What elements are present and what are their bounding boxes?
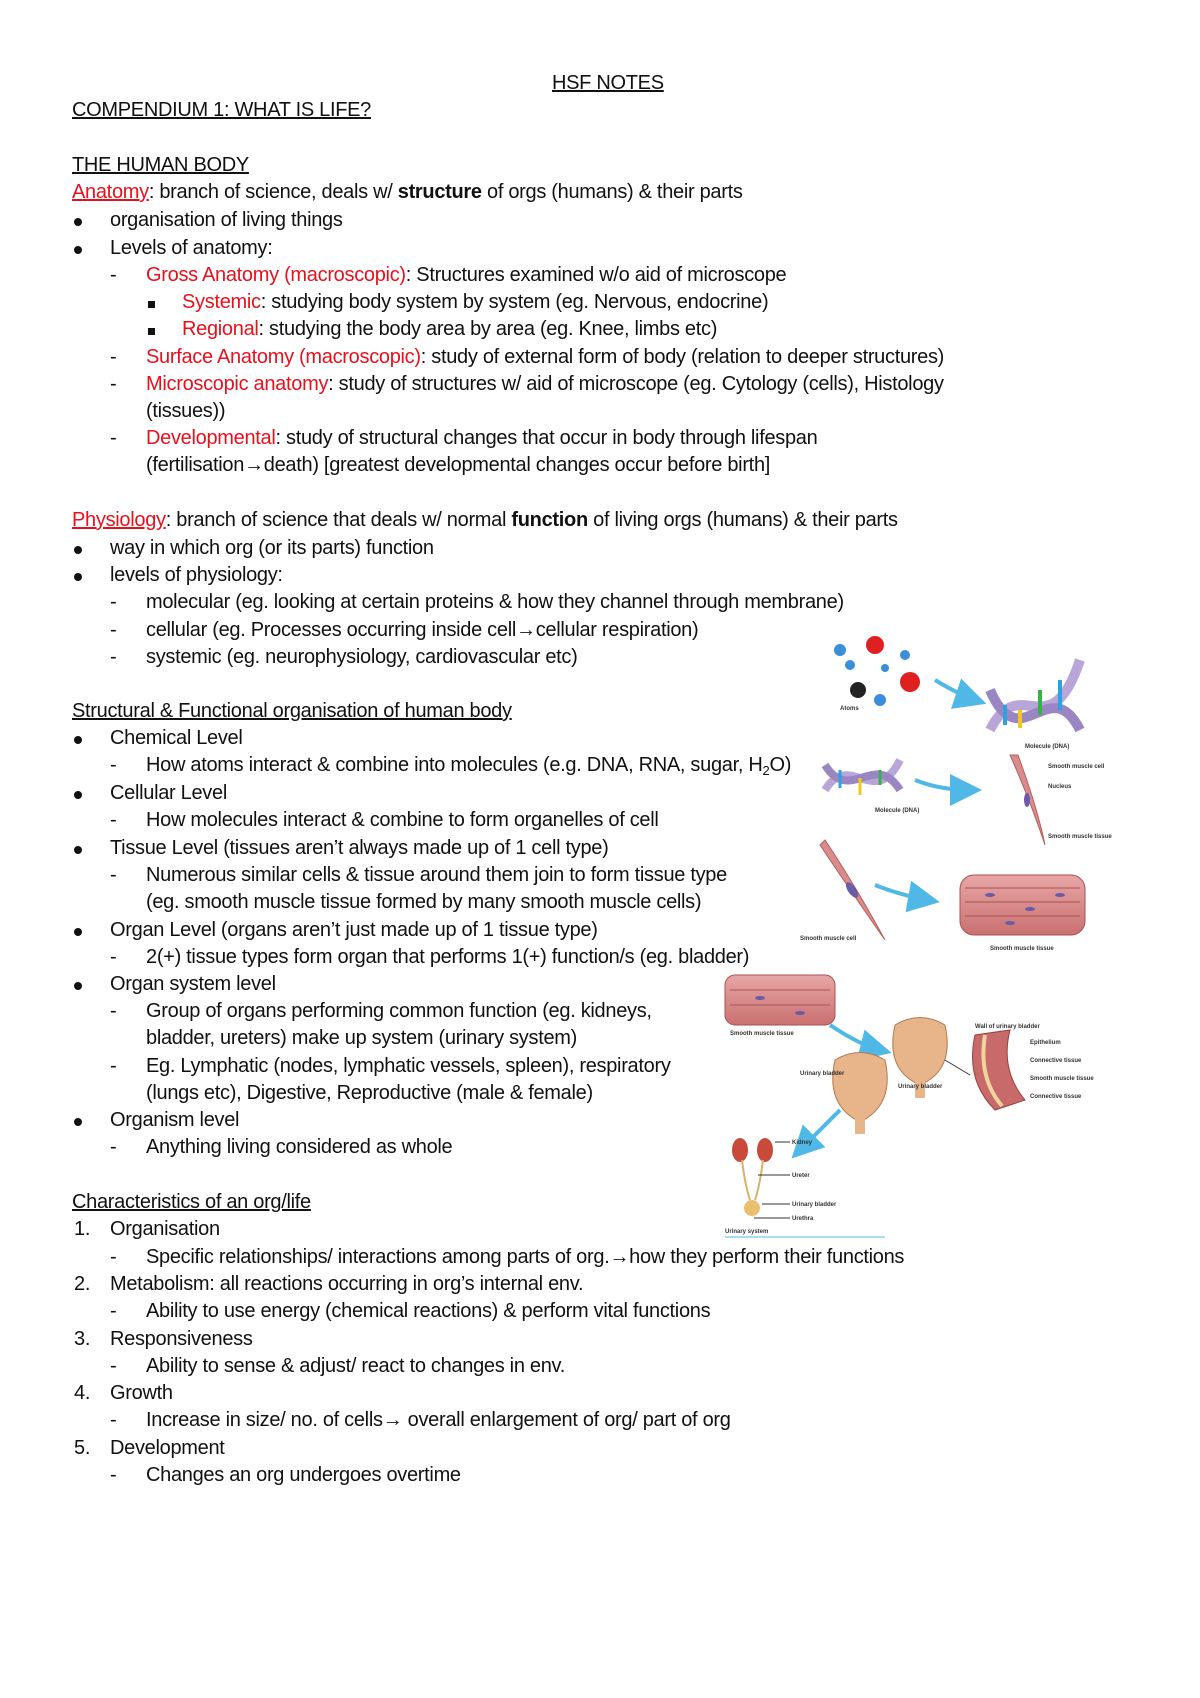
char-num: 4. <box>74 1382 91 1404</box>
char-item-2-desc: Ability to use energy (chemical reactions) & perform vital functions <box>146 1300 711 1322</box>
ureter-label: Ureter <box>792 1173 810 1179</box>
chemical-level-desc <box>146 752 791 784</box>
char-item-2: Metabolism: all reactions occurring in org’s internal env. <box>110 1273 584 1295</box>
epithelium-label: Epithelium <box>1030 1040 1061 1046</box>
char-item-4-desc <box>146 1407 731 1433</box>
physiology-def-b: of living orgs (humans) & their parts <box>587 509 898 531</box>
bullet-dot-icon <box>74 835 82 861</box>
molecule-dna-label: Molecule (DNA) <box>1025 744 1070 750</box>
tissue-level-desc: Numerous similar cells & tissue around them join to form tissue type <box>146 864 727 886</box>
bullet-dot-icon <box>74 562 82 588</box>
char-d4-a: Increase in size/ no. of cells <box>146 1409 383 1431</box>
bullet-dot-icon <box>74 207 82 233</box>
bullet-dot-icon <box>74 535 82 561</box>
anatomy-bullet-1: organisation of living things <box>110 209 343 231</box>
char-d1-a: Specific relationships/ interactions among parts of org. <box>146 1246 610 1268</box>
surface-term: Surface Anatomy (macroscopic) <box>146 346 421 368</box>
gross-term: Gross Anatomy (macroscopic) <box>146 264 406 286</box>
tissue-label-3: Smooth muscle tissue <box>730 1031 794 1037</box>
pointer-line <box>945 1060 970 1075</box>
bullet-dot-icon <box>74 235 82 261</box>
microscopic-anatomy <box>146 371 944 397</box>
anatomy-def-a: : branch of science, deals w/ <box>148 181 398 203</box>
char-item-3: Responsiveness <box>110 1328 253 1350</box>
micro-term: Microscopic anatomy <box>146 373 329 395</box>
bullet-dot-icon <box>74 971 82 997</box>
cellular-level: Cellular Level <box>110 782 227 804</box>
organ-system-desc-2-cont: (lungs etc), Digestive, Reproductive (male & female) <box>146 1082 593 1104</box>
anatomy-def-b: of orgs (humans) & their parts <box>481 181 743 203</box>
surface-def: : study of external form of body (relation to deeper structures) <box>420 346 945 368</box>
dash: - <box>110 1409 117 1431</box>
systemic-def: : studying body system by system (eg. Nervous, endocrine) <box>260 291 769 313</box>
dash: - <box>110 427 117 449</box>
char-num: 1. <box>74 1218 91 1240</box>
dash: - <box>110 946 117 968</box>
chem-b: O) <box>769 754 792 776</box>
wall-label: Wall of urinary bladder <box>975 1024 1040 1030</box>
char-num: 5. <box>74 1437 91 1459</box>
urethra-label: Urethra <box>792 1216 814 1222</box>
char-d4-b: overall enlargement of org/ part of org <box>402 1409 731 1431</box>
atoms-label: Atoms <box>840 706 859 712</box>
dash: - <box>110 809 117 831</box>
bullet-dot-icon <box>74 780 82 806</box>
anatomy-def-bold: structure <box>397 181 482 203</box>
bullet-dot-icon <box>74 725 82 751</box>
bladder-label-2: Urinary bladder <box>800 1071 845 1077</box>
arrow-icon: → <box>244 454 264 476</box>
page-title: HSF NOTES <box>552 72 664 94</box>
human-body-heading: THE HUMAN BODY <box>72 154 249 176</box>
organ-system-desc-1-cont: bladder, ureters) make up system (urinary system) <box>146 1027 578 1049</box>
char-item-3-desc: Ability to sense & adjust/ react to changes in env. <box>146 1355 566 1377</box>
bladder-label-1: Urinary bladder <box>898 1084 943 1090</box>
organ-system-desc-1: Group of organs performing common function (eg. kidneys, <box>146 1000 652 1022</box>
organisation-levels-figure <box>725 630 1200 1250</box>
kidney-label: Kidney <box>792 1140 813 1146</box>
physiology-def-a: : branch of science that deals w/ normal <box>165 509 512 531</box>
arrow-icon <box>875 885 928 900</box>
developmental <box>146 425 817 451</box>
physiology-term: Physiology <box>72 509 166 531</box>
dash: - <box>110 264 117 286</box>
gross-anatomy <box>146 262 786 288</box>
muscle-tissue-illustration-2 <box>725 975 835 1037</box>
organ-level-desc: 2(+) tissue types form organ that performs 1(+) function/s (eg. bladder) <box>146 946 750 968</box>
dash: - <box>110 646 117 668</box>
tissue-level: Tissue Level (tissues aren’t always made up of 1 cell type) <box>110 837 609 859</box>
surface-anatomy <box>146 344 944 370</box>
cell-label-1: Smooth muscle cell <box>1048 764 1105 770</box>
bullet-dot-icon <box>74 1107 82 1133</box>
physiology-definition <box>72 507 898 533</box>
microscopic-anatomy-cont: (tissues)) <box>146 400 226 422</box>
dash: - <box>110 373 117 395</box>
systemic <box>182 289 768 315</box>
regional-def: : studying the body area by area (eg. Knee, limbs etc) <box>258 318 718 340</box>
organism-level-desc: Anything living considered as whole <box>146 1136 453 1158</box>
nucleus-label: Nucleus <box>1048 784 1072 790</box>
dna-illustration <box>990 660 1080 750</box>
anatomy-bullet-2: Levels of anatomy: <box>110 237 273 259</box>
chem-sub: 2 <box>762 763 770 778</box>
characteristics-heading: Characteristics of an org/life <box>72 1191 311 1213</box>
arrow-icon <box>935 680 975 700</box>
gross-def: : Structures examined w/o aid of microscope <box>405 264 787 286</box>
char-item-1: Organisation <box>110 1218 220 1240</box>
bullet-square-icon <box>148 289 155 315</box>
dash: - <box>110 754 117 776</box>
regional <box>182 316 717 342</box>
physiology-systemic: systemic (eg. neurophysiology, cardiovascular etc) <box>146 646 578 668</box>
muscle-cell-illustration <box>800 840 885 942</box>
connective-label: Connective tissue <box>1030 1058 1082 1064</box>
cell-label-2: Smooth muscle cell <box>800 936 857 942</box>
char-item-5: Development <box>110 1437 225 1459</box>
developmental-cont <box>146 452 770 478</box>
dev-def2-b: death) [greatest developmental changes occur before birth] <box>263 454 771 476</box>
dash: - <box>110 1000 117 1022</box>
physiology-bullet-2: levels of physiology: <box>110 564 283 586</box>
dash: - <box>110 1464 117 1486</box>
compendium-heading: COMPENDIUM 1: WHAT IS LIFE? <box>72 99 371 121</box>
char-num: 2. <box>74 1273 91 1295</box>
char-num: 3. <box>74 1328 91 1350</box>
anatomy-term: Anatomy <box>72 181 149 203</box>
system-label: Urinary system <box>725 1229 769 1235</box>
anatomy-definition <box>72 179 743 205</box>
smooth-muscle-cell-illustration <box>1010 755 1112 845</box>
dash: - <box>110 591 117 613</box>
char-item-4: Growth <box>110 1382 173 1404</box>
atoms-illustration <box>834 636 920 712</box>
tissue-label-1: Smooth muscle tissue <box>1048 834 1112 840</box>
organisation-heading: Structural & Functional organisation of human body <box>72 700 512 722</box>
chem-a: How atoms interact & combine into molecules (e.g. DNA, RNA, sugar, H <box>146 754 763 776</box>
dash: - <box>110 346 117 368</box>
dev-def2-a: (fertilisation <box>146 454 245 476</box>
physiology-bullet-1: way in which org (or its parts) function <box>110 537 434 559</box>
dash: - <box>110 1055 117 1077</box>
tissue-label-2: Smooth muscle tissue <box>990 946 1054 952</box>
dash: - <box>110 1136 117 1158</box>
arrow-icon: → <box>516 619 536 641</box>
dna-illustration-2 <box>825 760 919 814</box>
dash: - <box>110 1246 117 1268</box>
bladder-illustration-2 <box>800 1053 887 1135</box>
arrow-icon: → <box>382 1409 403 1431</box>
bullet-square-icon <box>148 316 155 342</box>
cellular-level-desc: How molecules interact & combine to form organelles of cell <box>146 809 659 831</box>
bladder3-label: Urinary bladder <box>792 1202 837 1208</box>
arrow-icon <box>915 780 970 790</box>
organ-level: Organ Level (organs aren’t just made up of 1 tissue type) <box>110 919 598 941</box>
dev-term: Developmental <box>146 427 276 449</box>
systemic-term: Systemic <box>182 291 261 313</box>
physiology-molecular: molecular (eg. looking at certain proteins & how they channel through membrane) <box>146 591 844 613</box>
urinary-system-illustration <box>725 1138 885 1237</box>
organ-system-desc-2: Eg. Lymphatic (nodes, lymphatic vessels, spleen), respiratory <box>146 1055 671 1077</box>
dash: - <box>110 864 117 886</box>
dash: - <box>110 1355 117 1377</box>
physiology-cellular <box>146 617 698 643</box>
organism-level: Organism level <box>110 1109 240 1131</box>
cellular-a: cellular (eg. Processes occurring inside cell <box>146 619 516 641</box>
molecule-dna-label-2: Molecule (DNA) <box>875 808 920 814</box>
dash: - <box>110 1300 117 1322</box>
connective2-label: Connective tissue <box>1030 1094 1082 1100</box>
micro-def: : study of structures w/ aid of microscope (eg. Cytology (cells), Histology <box>328 373 944 395</box>
char-d1-b: how they perform their functions <box>629 1246 905 1268</box>
char-item-5-desc: Changes an org undergoes overtime <box>146 1464 461 1486</box>
cellular-b: cellular respiration) <box>535 619 699 641</box>
chemical-level: Chemical Level <box>110 727 243 749</box>
dev-def: : study of structural changes that occur in body through lifespan <box>275 427 818 449</box>
bladder-illustration <box>893 1018 947 1099</box>
arrow-icon: → <box>609 1246 630 1268</box>
bladder-wall-illustration <box>973 1024 1095 1110</box>
smooth-muscle-label: Smooth muscle tissue <box>1030 1076 1094 1082</box>
physiology-def-bold: function <box>511 509 588 531</box>
organ-system-level: Organ system level <box>110 973 276 995</box>
dash: - <box>110 619 117 641</box>
regional-term: Regional <box>182 318 259 340</box>
tissue-level-desc-cont: (eg. smooth muscle tissue formed by many smooth muscle cells) <box>146 891 702 913</box>
bullet-dot-icon <box>74 917 82 943</box>
arrow-icon <box>830 1025 880 1050</box>
muscle-tissue-illustration <box>960 875 1085 952</box>
